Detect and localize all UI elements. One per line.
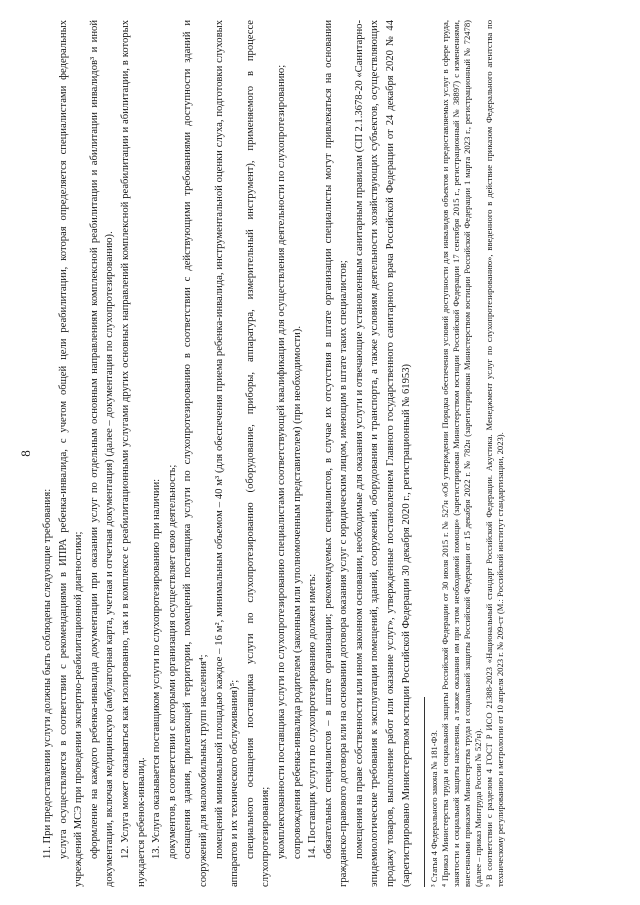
paragraph: 14. Поставщик услуги по слухопротезированию должен иметь: xyxy=(307,573,319,859)
paragraph: укомплектованности поставщика услуги по слухопротезированию специалистами соответствующей квалификации для осуществления деятельности по слухопротезированию; xyxy=(275,64,287,859)
paragraph: услуга осуществляется в соответствии с рекомендациями в ИПРА ребенка-инвалида, с учетом общей цели реабилитации, которая определяется специалистами федеральных учреждений МСЭ при проведении экспертно-реабилитационной диагностики; xyxy=(57,20,85,887)
footnote: ⁵ В соответствии с разделом 4 ГОСТ Р ИСО 21388-2023 «Национальный стандарт Российской Федерации. Акустика. Менеджмент услуг по слухопротезированию», введенного в действие приказом Федерального агентства по техническому регулированию и метрологии от 10 апреля 2023 г. № 209-ст (М.: Российский институт стандартизации, 2023). xyxy=(484,20,506,887)
paragraph: сопровождения ребенка-инвалида родителем (законным или уполномоченным представителем) (при необходимости). xyxy=(291,326,303,859)
paragraph: оснащения здания, прилегающей территории, помещений поставщика услуги по слухопротезированию в соответствии с действующими требованиями доступности зданий и сооружений для маломобильных групп населения⁴; xyxy=(182,20,209,887)
paragraph: 11. При предоставлении услуги должны быть соблюдены следующие требования: xyxy=(42,488,53,859)
paragraph: специального оснащения поставщика услуги по слухопротезированию (оборудование, приборы, аппаратура, измерительный инструмент), применяемого в процессе слухопротезирования; xyxy=(244,20,272,887)
paragraph: помещений минимальной площадью каждое – 16 м², минимальным объемом – 40 м³ (для обеспечения приема ребенка-инвалида, инструментальной оценки слуха, подготовки слуховых аппаратов и их технического обслуживания)⁵; xyxy=(213,20,241,887)
paragraph: помещения на праве собственности или ином законном основании, необходимые для оказания услуги и отвечающие установленным санитарным правилам (СП 2.1.3678-20 «Санитарно-эпидемиологические требования к эксплуатации помещений, зданий, сооружений, оборудования и транспорта, а также условиям деятельности хозяйствующих субъектов, осуществляющих продажу товаров, выполнение работ или оказание услуг», утвержденные постановлением Главного государственного санитарного врача Российской Федерации от 24 декабря 2020 № 44 (зарегистрировано Министерством юстиции Российской Федерации 30 декабря 2020 г., регистрационный № 61953) xyxy=(353,20,412,887)
footnote: ³ Статья 4 Федерального закона № 181-ФЗ. xyxy=(429,730,440,887)
document-body xyxy=(40,20,414,887)
paragraph: документов, в соответствии с которыми организация осуществляет свою деятельность; xyxy=(166,464,178,859)
paragraph: 12. Услуга может оказываться как изолированно, так и в комплексе с реабилитационными услугами других основных направлений комплексной реабилитации и абилитации, в которых нуждается ребенок-инвалид. xyxy=(119,20,147,887)
footnotes xyxy=(429,20,506,887)
paragraph: 13. Услуга оказывается поставщиком услуги по слухопротезированию при наличии: xyxy=(151,478,163,859)
page-number: 8 xyxy=(18,450,33,457)
footnote: ⁴ Приказ Министерства труда и социальной защиты Российской Федерации от 30 июля 2015 г. № 527н «Об утверждении Порядка обеспечения условий доступности для инвалидов объектов и предоставляемых услуг в сфере труда, занятости и социальной защиты населения, а также оказания им при этом необходимой помощи» (зарегистрирован Министерством юстиции Российской Федерации 17 сентября 2015 г., регистрационный № 38897) с изменениями, внесенными приказом Министерства труда и социальной защиты Российской Федерации от 15 декабря 2022 г. № 782н (зарегистрирован Министерством юстиции Российской Федерации 1 марта 2023 г., регистрационный № 72478) (далее – приказ Минтруда России № 527н). xyxy=(440,20,484,887)
paragraph: обязательных специалистов – в штате организации; рекомендуемых специалистов, в случае их отсутствия в штате организации специалисты могут привлекаться на основании гражданско-правового договора или на основании договора оказания услуг с юридическим лицом, имеющим в штате таких специалистов; xyxy=(322,20,350,887)
paragraph: оформление на каждого ребенка-инвалида документации при оказании услуг по отдельным основным направлениям комплексной реабилитации и абилитации инвалидов³ и иной документации, включая медицинскую (амбулаторная карта, учетная и отчетная документация) (далее – документация по слухопротезированию). xyxy=(88,20,116,887)
footnote-divider xyxy=(424,697,425,887)
